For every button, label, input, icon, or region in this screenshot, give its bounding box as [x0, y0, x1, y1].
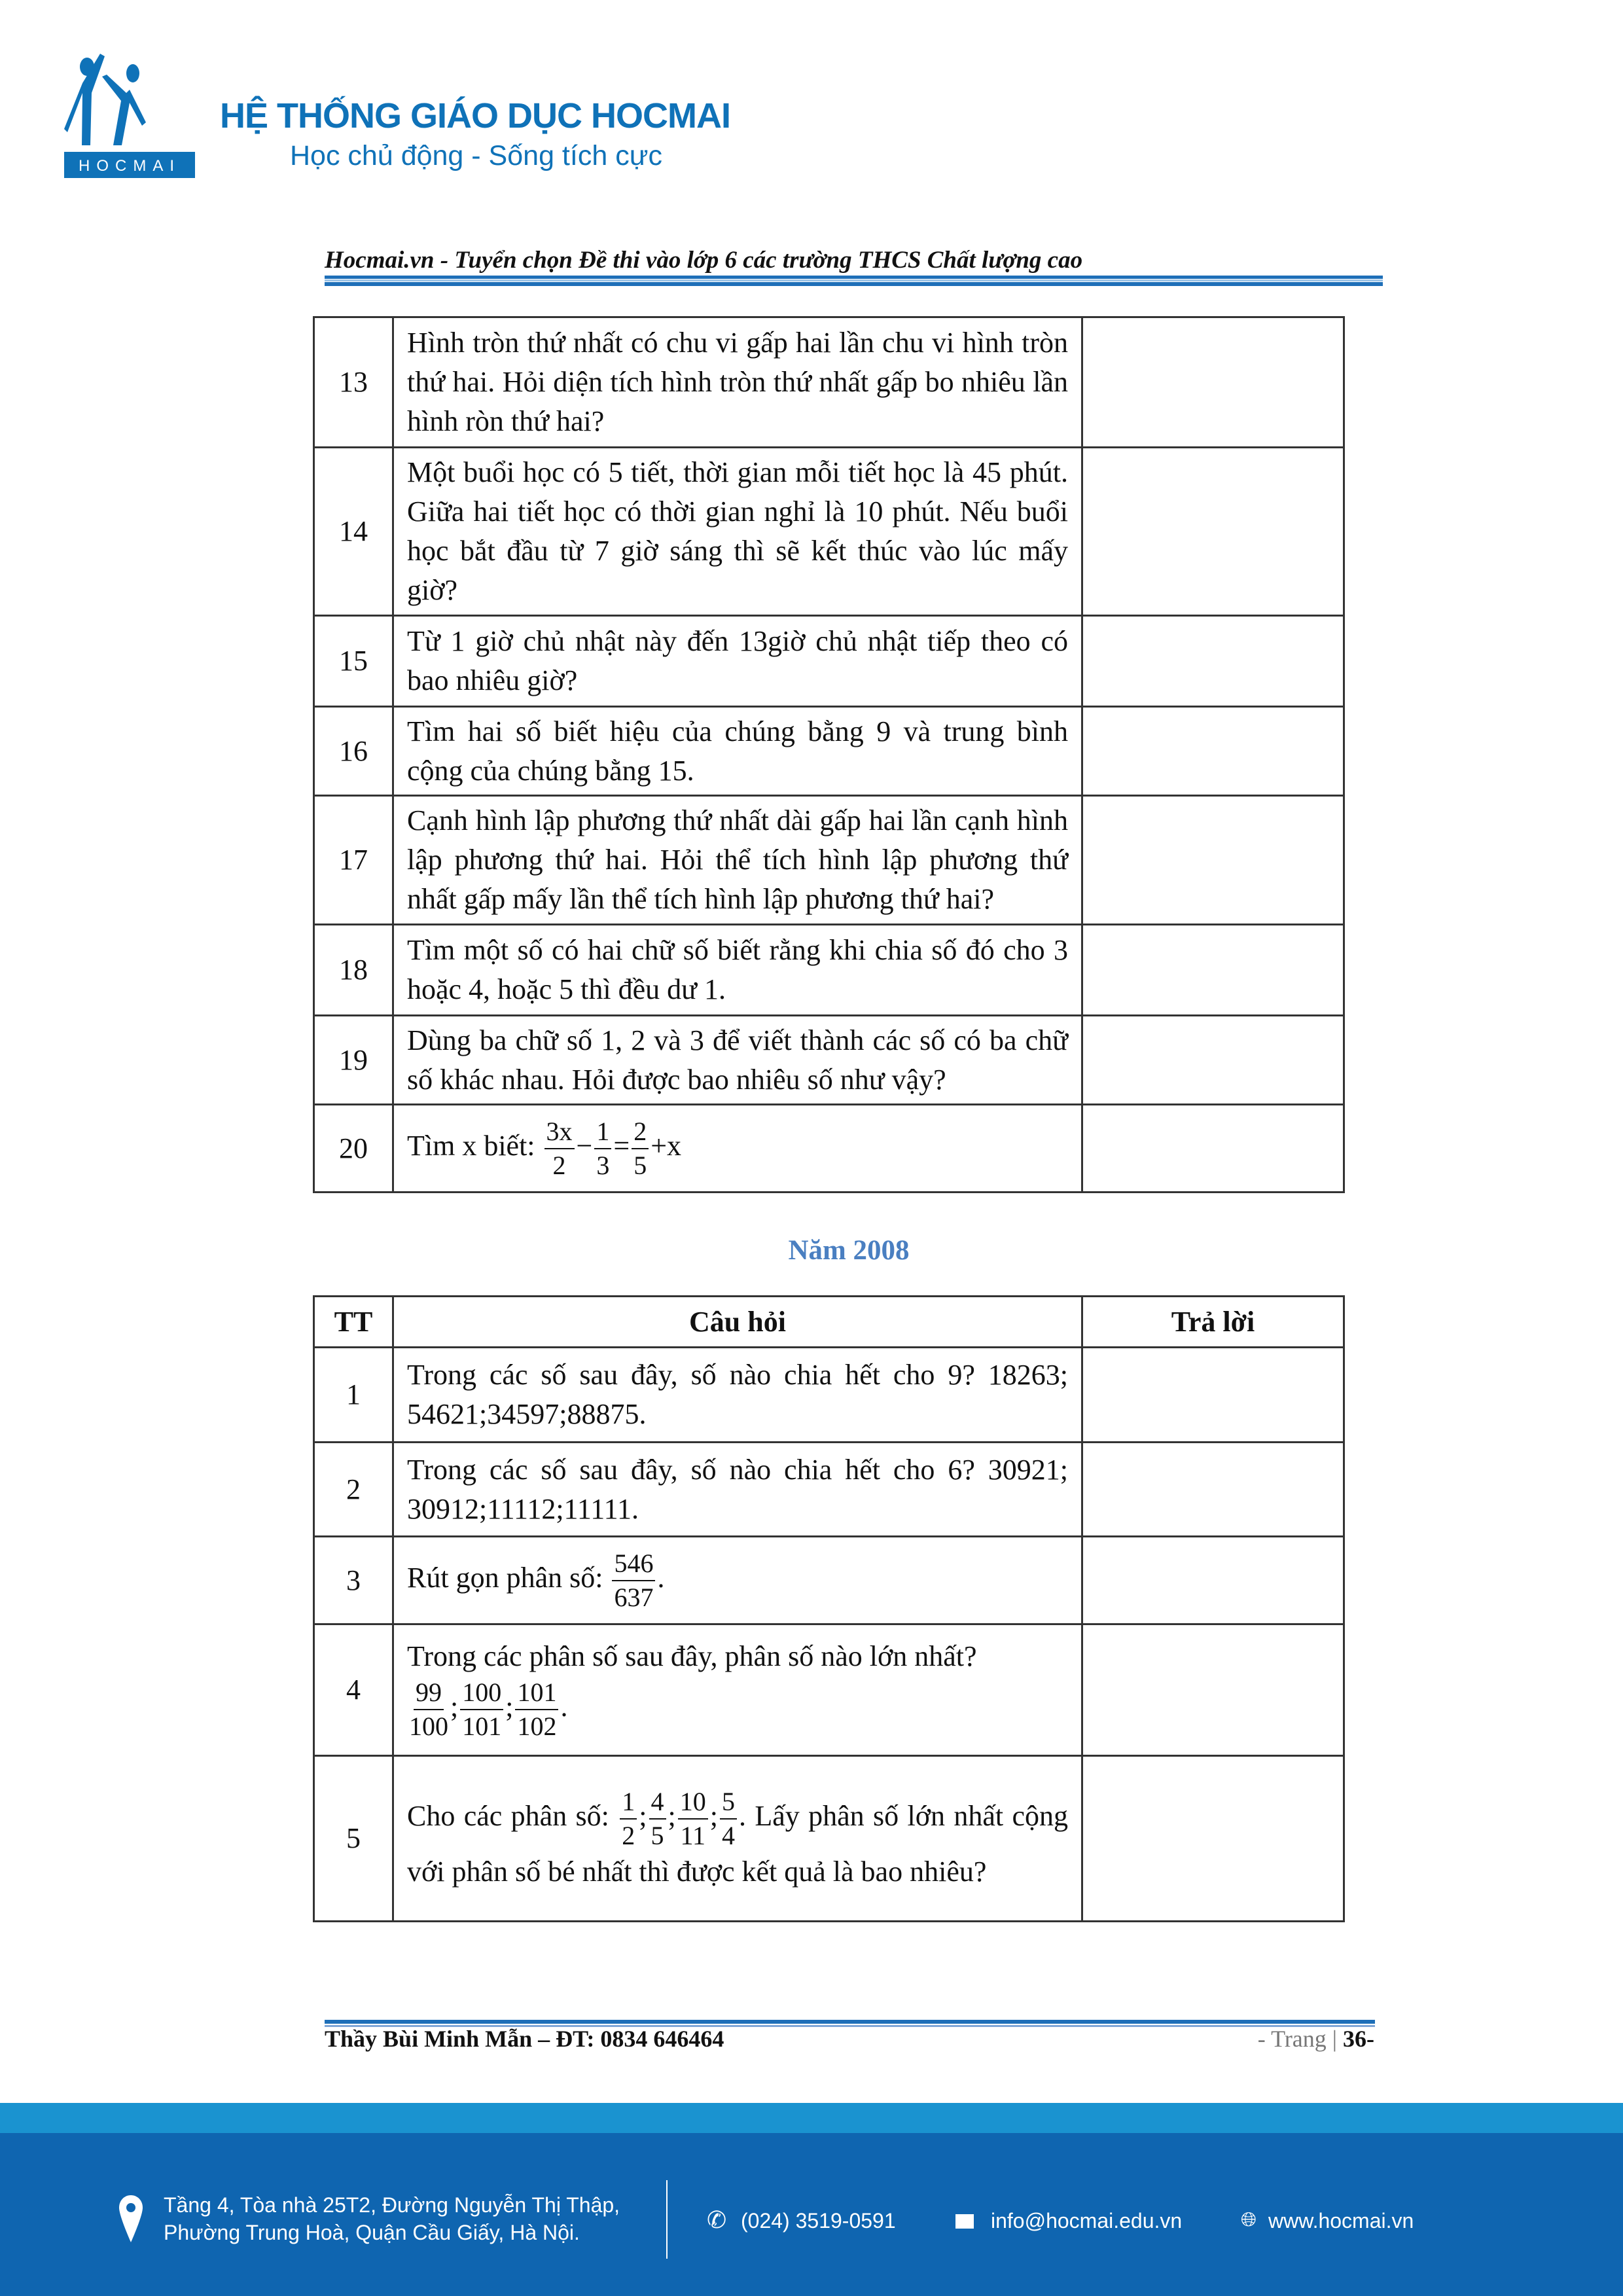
document-header: Hocmai.vn - Tuyển chọn Đề thi vào lớp 6 các trường THCS Chất lượng cao	[325, 247, 1083, 274]
table-row	[314, 1537, 1344, 1624]
question-text	[393, 1537, 1082, 1624]
text-segment: ;	[639, 1800, 647, 1833]
question-text	[393, 925, 1082, 1016]
svg-text:HOCMAI: HOCMAI	[79, 157, 181, 175]
fraction	[409, 1676, 448, 1743]
footer-band-light	[0, 2103, 1623, 2133]
text-segment: +x	[651, 1129, 682, 1162]
numerator: 5	[720, 1785, 737, 1820]
denominator: 5	[633, 1150, 647, 1180]
answer-cell[interactable]	[1082, 616, 1344, 707]
fraction	[460, 1676, 503, 1743]
location-pin-icon	[119, 2195, 143, 2242]
question-number: 14	[314, 448, 393, 616]
header-answer: Trả lời	[1082, 1297, 1344, 1348]
numerator: 1	[594, 1115, 611, 1149]
denominator: 101	[462, 1712, 502, 1741]
numerator: 10	[678, 1785, 708, 1820]
footer-rule	[325, 2020, 1375, 2024]
table-row	[314, 925, 1344, 1016]
address-line-1: Tầng 4, Tòa nhà 25T2, Đường Nguyễn Thị Thập,	[164, 2193, 620, 2217]
question-text	[393, 616, 1082, 707]
table-header-row	[314, 1297, 1344, 1348]
phone-number[interactable]: (024) 3519-0591	[741, 2209, 896, 2233]
numerator: 3x	[544, 1115, 575, 1149]
numerator: 4	[649, 1785, 666, 1820]
denominator: 2	[552, 1150, 566, 1180]
question-number: 1	[314, 1348, 393, 1443]
answer-cell[interactable]	[1082, 1624, 1344, 1756]
footer-divider	[666, 2180, 668, 2259]
answer-cell[interactable]	[1082, 1348, 1344, 1443]
brand-title: HỆ THỐNG GIÁO DỤC HOCMAI	[220, 96, 730, 135]
fraction	[632, 1115, 649, 1182]
question-number: 4	[314, 1624, 393, 1756]
questions-table-continued	[313, 316, 1345, 1193]
footer-author: Thầy Bùi Minh Mẫn – ĐT: 0834 646464	[325, 2026, 724, 2052]
header-rule-thick	[325, 282, 1383, 286]
table-row	[314, 1624, 1344, 1756]
question-text	[393, 1624, 1082, 1756]
answer-cell[interactable]	[1082, 1105, 1344, 1193]
text-segment: Trong các phân số sau đây, phân số nào lớn nhất?	[407, 1640, 977, 1672]
fraction	[612, 1547, 655, 1614]
table-row	[314, 448, 1344, 616]
numerator: 546	[612, 1547, 655, 1581]
question-number: 2	[314, 1443, 393, 1537]
fraction	[649, 1785, 666, 1852]
numerator: 99	[414, 1676, 444, 1710]
denominator: 100	[409, 1712, 448, 1741]
question-number: 20	[314, 1105, 393, 1193]
text-segment: ;	[450, 1691, 459, 1723]
text-segment: −	[576, 1129, 593, 1162]
fraction	[620, 1785, 637, 1852]
question-text	[393, 796, 1082, 925]
fraction	[544, 1115, 575, 1182]
answer-cell[interactable]	[1082, 1537, 1344, 1624]
page-number	[1258, 2025, 1374, 2053]
text-segment: ;	[709, 1800, 718, 1833]
fraction	[515, 1676, 558, 1743]
table-row	[314, 1348, 1344, 1443]
answer-cell[interactable]	[1082, 1016, 1344, 1105]
text-segment: Cho các phân số:	[407, 1800, 618, 1833]
question-number: 3	[314, 1537, 393, 1624]
text-segment: ;	[668, 1800, 676, 1833]
denominator: 11	[680, 1821, 705, 1850]
text-segment: Cạnh hình lập phương thứ nhất dài gấp hai lần cạnh hình lập phương thứ hai. Hỏi thể tích hình lập phương thứ nhất gấp mấy lần thể tích hình lập phương thứ hai?	[407, 804, 1068, 915]
email-icon	[955, 2214, 974, 2229]
question-text	[393, 1443, 1082, 1537]
numerator: 1	[620, 1785, 637, 1820]
answer-cell[interactable]	[1082, 796, 1344, 925]
question-number: 13	[314, 317, 393, 448]
answer-cell[interactable]	[1082, 1756, 1344, 1922]
text-segment: Trong các số sau đây, số nào chia hết cho 6? 30921; 30912;11112;11111.	[407, 1453, 1068, 1525]
text-segment: Rút gọn phân số:	[407, 1561, 611, 1594]
denominator: 5	[651, 1821, 664, 1850]
text-segment: Hình tròn thứ nhất có chu vi gấp hai lần chu vi hình tròn thứ hai. Hỏi diện tích hình tròn thứ nhất gấp bo nhiêu lần hình ròn thứ hai?	[407, 327, 1068, 437]
text-segment: Tìm hai số biết hiệu của chúng bằng 9 và trung bình cộng của chúng bằng 15.	[407, 715, 1068, 787]
answer-cell[interactable]	[1082, 1443, 1344, 1537]
questions-table-2008	[313, 1295, 1345, 1922]
table-row	[314, 317, 1344, 448]
table-row	[314, 1756, 1344, 1922]
text-segment: .	[657, 1561, 665, 1594]
question-number: 15	[314, 616, 393, 707]
question-text	[393, 317, 1082, 448]
question-text	[393, 1756, 1082, 1922]
hocmai-logo	[64, 54, 195, 178]
header-question: Câu hỏi	[393, 1297, 1082, 1348]
question-number: 16	[314, 707, 393, 796]
text-segment: Dùng ba chữ số 1, 2 và 3 để viết thành các số có ba chữ số khác nhau. Hỏi được bao nhiêu số như vậy?	[407, 1024, 1068, 1096]
question-text	[393, 448, 1082, 616]
question-text	[393, 1105, 1082, 1193]
question-text	[393, 1348, 1082, 1443]
question-number: 19	[314, 1016, 393, 1105]
header-tt: TT	[314, 1297, 393, 1348]
header-rule-light	[325, 279, 1383, 281]
question-number: 17	[314, 796, 393, 925]
answer-cell[interactable]	[1082, 317, 1344, 448]
brand-slogan: Học chủ động - Sống tích cực	[290, 140, 662, 171]
table-row	[314, 1016, 1344, 1105]
section-title: Năm 2008	[788, 1235, 910, 1266]
table-row	[314, 1443, 1344, 1537]
text-segment: . Lấy phân số lớn nhất cộng với phân số bé nhất thì được kết quả là bao nhiêu?	[407, 1800, 1069, 1888]
fraction	[720, 1785, 737, 1852]
text-segment: ;	[505, 1691, 514, 1723]
page-number-value: 36-	[1343, 2026, 1374, 2052]
phone-icon: ✆	[707, 2206, 727, 2233]
globe-icon: 🌐︎	[1241, 2209, 1257, 2231]
email-link[interactable]: info@hocmai.edu.vn	[991, 2209, 1183, 2233]
numerator: 100	[460, 1676, 503, 1710]
table-row	[314, 1105, 1344, 1193]
denominator: 2	[622, 1821, 635, 1850]
text-segment: =	[613, 1129, 630, 1162]
fraction	[678, 1785, 708, 1852]
question-number: 5	[314, 1756, 393, 1922]
header-rule	[325, 276, 1383, 279]
fraction	[594, 1115, 611, 1182]
denominator: 3	[596, 1150, 610, 1180]
answer-cell[interactable]	[1082, 925, 1344, 1016]
page-prefix: - Trang |	[1257, 2026, 1337, 2052]
question-text	[393, 1016, 1082, 1105]
denominator: 637	[614, 1582, 654, 1612]
address-line-2: Phường Trung Hoà, Quận Cầu Giấy, Hà Nội.	[164, 2221, 580, 2244]
question-text	[393, 707, 1082, 796]
text-segment: Từ 1 giờ chủ nhật này đến 13giờ chủ nhật tiếp theo có bao nhiêu giờ?	[407, 625, 1068, 696]
numerator: 2	[632, 1115, 649, 1149]
footer-band	[0, 2133, 1623, 2296]
numerator: 101	[515, 1676, 558, 1710]
text-segment: Tìm x biết:	[407, 1129, 543, 1162]
text-segment: Một buổi học có 5 tiết, thời gian mỗi tiết học là 45 phút. Giữa hai tiết học có thời gian nghỉ là 10 phút. Nếu buổi học bắt đầu từ 7 giờ sáng thì sẽ kết thúc vào lúc mấy giờ?	[407, 456, 1068, 606]
table-row	[314, 796, 1344, 925]
denominator: 4	[721, 1821, 735, 1850]
denominator: 102	[517, 1712, 557, 1741]
table-row	[314, 707, 1344, 796]
question-number: 18	[314, 925, 393, 1016]
text-segment: Trong các số sau đây, số nào chia hết cho 9? 18263; 54621;34597;88875.	[407, 1359, 1068, 1430]
text-segment: Tìm một số có hai chữ số biết rằng khi chia số đó cho 3 hoặc 4, hoặc 5 thì đều dư 1.	[407, 934, 1068, 1005]
text-segment: .	[560, 1691, 568, 1723]
answer-cell[interactable]	[1082, 448, 1344, 616]
answer-cell[interactable]	[1082, 707, 1344, 796]
table-row	[314, 616, 1344, 707]
website-link[interactable]: www.hocmai.vn	[1268, 2209, 1414, 2233]
